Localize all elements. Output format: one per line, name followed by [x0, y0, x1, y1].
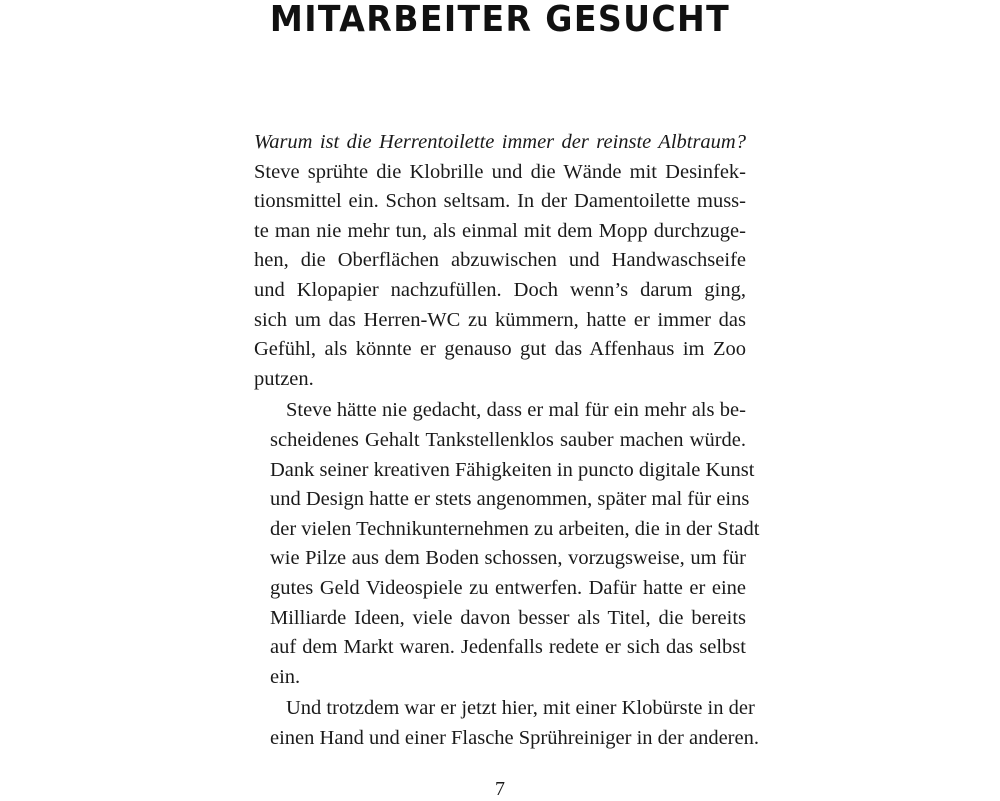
text-line: Dank seiner kreativen Fähigkeiten in puncto digitale Kunst	[270, 458, 755, 481]
text-line: und Design hatte er stets angenommen, später mal für eins	[270, 488, 750, 511]
body-text	[254, 128, 760, 753]
text-line: Steve sprühte die Klobrille und die Wände mit Desinfek-	[254, 160, 746, 183]
text-line: der vielen Technikunternehmen zu arbeiten, die in der Stadt	[270, 517, 760, 540]
text-line: einen Hand und einer Flasche Sprühreiniger in der anderen.	[270, 726, 759, 749]
text-line: Und trotzdem war er jetzt hier, mit einer Klobürste in der	[286, 697, 755, 720]
text-line: und Klopapier nachzufüllen. Doch wenn’s darum ging,	[254, 278, 746, 301]
text-line: hen, die Oberflächen abzuwischen und Handwaschseife	[254, 249, 746, 272]
text-line: Steve hätte nie gedacht, dass er mal für ein mehr als be-	[286, 399, 746, 422]
paragraph-3	[254, 694, 759, 753]
text-line: ein.	[270, 665, 301, 688]
text-line: Warum ist die Herrentoilette immer der reinste Albtraum?	[254, 131, 746, 153]
paragraph-1	[254, 128, 746, 394]
text-line: auf dem Markt waren. Jedenfalls redete er sich das selbst	[270, 636, 746, 659]
text-line: sich um das Herren-WC zu kümmern, hatte er immer das	[254, 308, 746, 331]
chapter-title: MITARBEITER GESUCHT	[269, 0, 731, 40]
paragraph-2	[254, 396, 760, 692]
text-line: gutes Geld Videospiele zu entwerfen. Dafür hatte er eine	[270, 576, 746, 599]
text-line: tionsmittel ein. Schon seltsam. In der Damentoilette muss-	[254, 190, 746, 213]
page-number: 7	[495, 778, 505, 800]
text-line: wie Pilze aus dem Boden schossen, vorzugsweise, um für	[270, 547, 746, 570]
text-line: putzen.	[254, 367, 314, 390]
text-line: te man nie mehr tun, als einmal mit dem Mopp durchzuge-	[254, 219, 746, 242]
text-line: Milliarde Ideen, viele davon besser als Titel, die bereits	[270, 606, 746, 629]
text-line: scheidenes Gehalt Tankstellenklos sauber machen würde.	[270, 428, 746, 451]
text-line: Gefühl, als könnte er genauso gut das Affenhaus im Zoo	[254, 338, 746, 361]
